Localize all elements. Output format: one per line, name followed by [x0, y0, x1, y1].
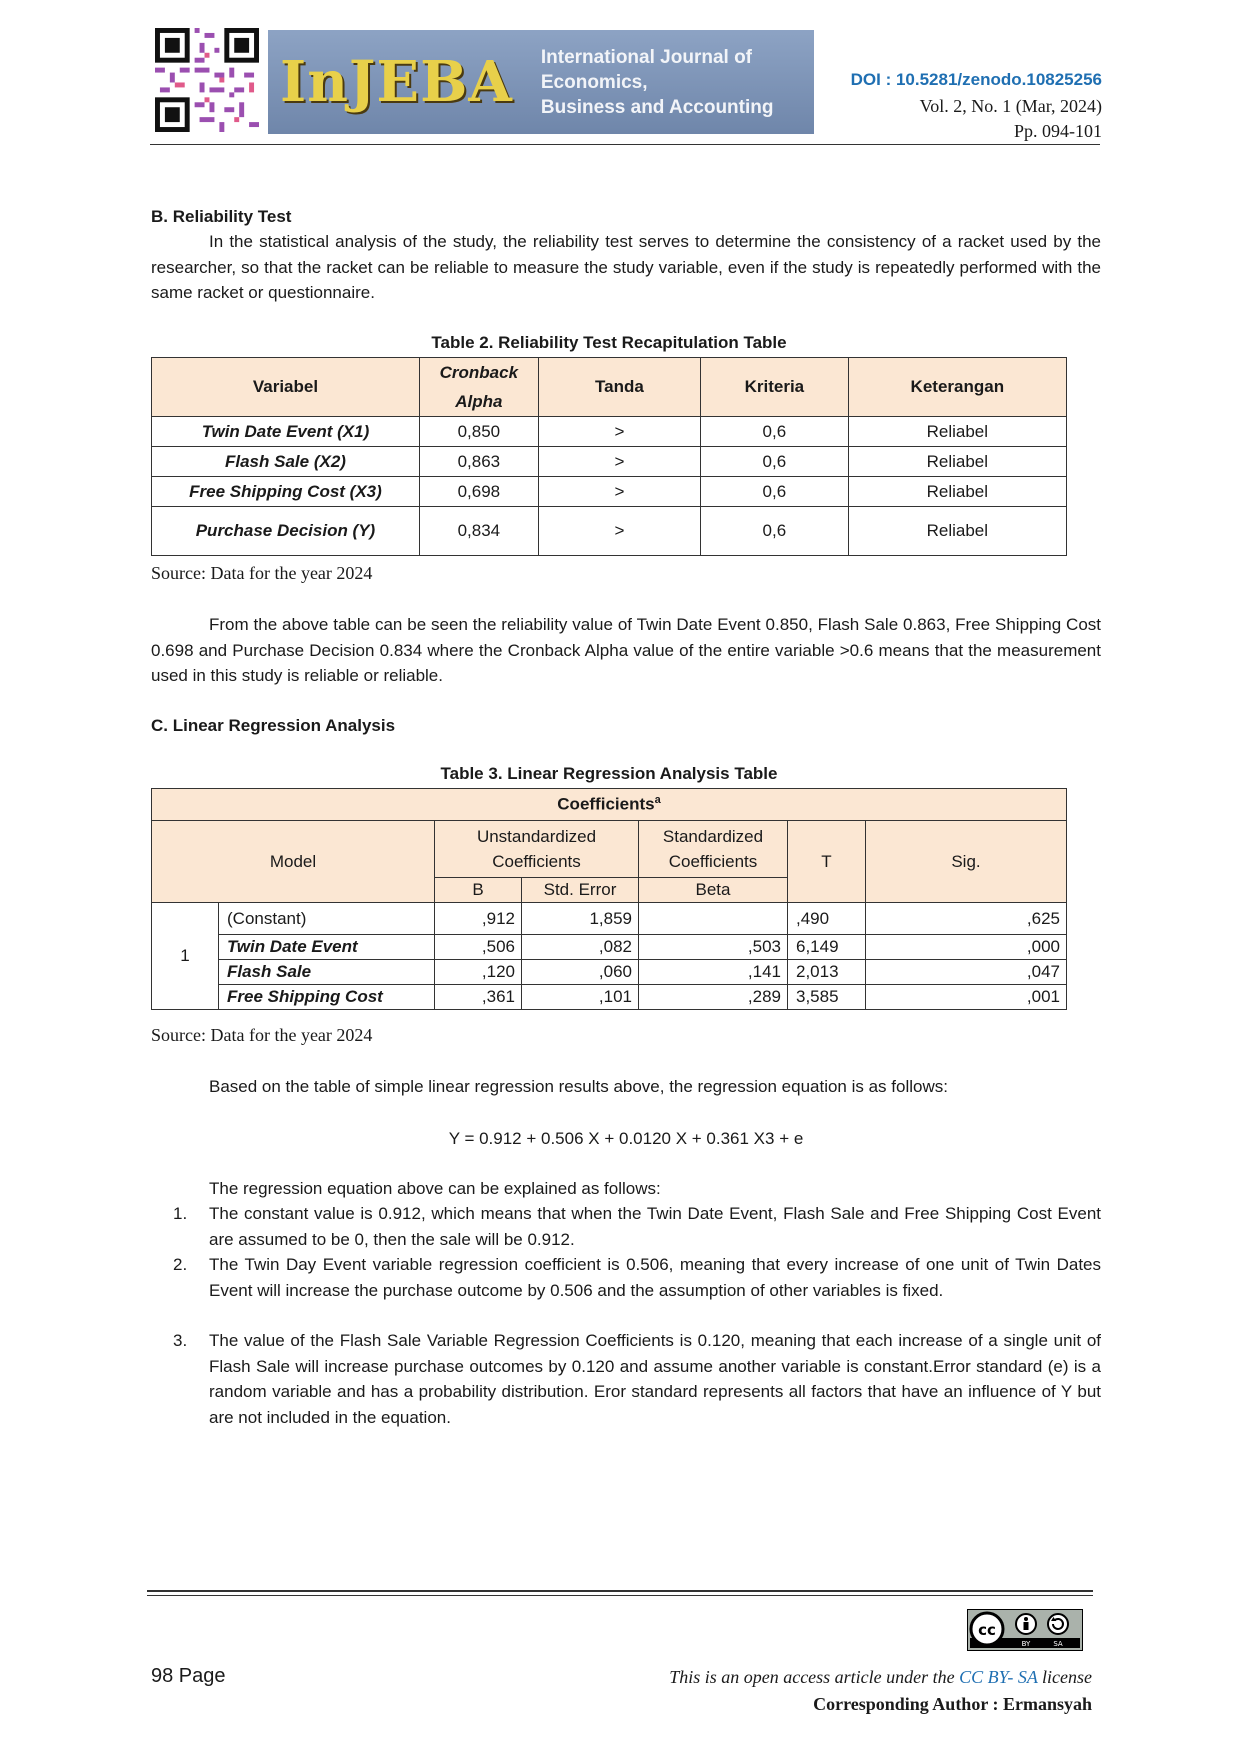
reliability-summary-paragraph: From the above table can be seen the reliability value of Twin Date Event 0.850, Flash Sale 0.863, Free Shipping Cost 0.698 and Purchase Decision 0.834 where the Cronback Alpha value of the entire variable >0.6 means that the measurement used in this study is reliable or reliable.	[151, 615, 1101, 685]
explanation-intro: The regression equation above can be explained as follows:	[209, 1179, 661, 1198]
cc-by-sa-badge[interactable]	[967, 1609, 1083, 1651]
cell-variable: Purchase Decision (Y)	[152, 507, 420, 556]
list-item-number: 2.	[173, 1255, 188, 1274]
cell-predictor: Flash Sale	[219, 960, 435, 985]
cell-sign: >	[538, 447, 700, 477]
cell-note: Reliabel	[848, 417, 1066, 447]
col-std-line1: Standardized	[662, 827, 764, 846]
journal-name-line1: International Journal of Economics,	[540, 46, 752, 93]
sa-icon	[1048, 1614, 1068, 1634]
col-keterangan: Keterangan	[848, 358, 1066, 417]
cell-sig: ,000	[866, 935, 1067, 960]
col-beta: Beta	[639, 878, 788, 903]
cell-predictor: Free Shipping Cost	[219, 985, 435, 1010]
table-row	[152, 935, 1067, 960]
license-text-post: license	[1037, 1667, 1092, 1687]
list-item	[151, 1252, 1101, 1303]
cell-criteria: 0,6	[701, 447, 849, 477]
cell-b: ,120	[435, 960, 522, 985]
cell-t: 2,013	[788, 960, 866, 985]
coefficients-title-text: Coefficients	[557, 794, 655, 814]
reliability-table	[151, 357, 1067, 556]
cell-note: Reliabel	[848, 477, 1066, 507]
cell-sign: >	[538, 507, 700, 556]
cell-sig: ,047	[866, 960, 1067, 985]
table3-caption: Table 3. Linear Regression Analysis Table	[440, 764, 778, 783]
cell-beta	[639, 903, 788, 935]
regression-equation: Y = 0.912 + 0.506 X + 0.0120 X + 0.361 X3 + e	[448, 1129, 804, 1148]
cell-alpha: 0,834	[419, 507, 538, 556]
license-link[interactable]: CC BY- SA	[959, 1667, 1038, 1687]
list-item	[151, 1328, 1101, 1430]
table-title-row	[152, 789, 1067, 821]
col-b: B	[435, 878, 522, 903]
col-cronback-line1: Cronback	[439, 363, 519, 382]
col-t: T	[788, 821, 866, 903]
col-std-line2: Coefficients	[668, 852, 758, 871]
journal-name-line2: Business and Accounting	[540, 96, 774, 118]
table-row	[152, 985, 1067, 1010]
cell-std-error: ,060	[522, 960, 639, 985]
volume-info: Vol. 2, No. 1 (Mar, 2024)	[919, 96, 1102, 116]
col-std-error: Std. Error	[522, 878, 639, 903]
table-row	[152, 507, 1067, 556]
cell-b: ,361	[435, 985, 522, 1010]
doi-link[interactable]: DOI : 10.5281/zenodo.10825256	[850, 70, 1102, 89]
section-b-heading: B. Reliability Test	[151, 207, 292, 226]
cell-beta: ,141	[639, 960, 788, 985]
cell-sig: ,625	[866, 903, 1067, 935]
cell-criteria: 0,6	[701, 477, 849, 507]
cell-b: ,506	[435, 935, 522, 960]
col-sig: Sig.	[866, 821, 1067, 903]
section-c-heading: C. Linear Regression Analysis	[151, 716, 396, 735]
coefficients-footnote-mark: a	[654, 794, 661, 807]
cell-variable: Free Shipping Cost (X3)	[152, 477, 420, 507]
col-tanda: Tanda	[538, 358, 700, 417]
svg-text:cc: cc	[978, 1621, 996, 1639]
header-rule	[150, 144, 1100, 145]
table2-source: Source: Data for the year 2024	[151, 563, 373, 583]
table-row	[152, 477, 1067, 507]
cell-sign: >	[538, 417, 700, 447]
list-item-text: The value of the Flash Sale Variable Regression Coefficients is 0.120, meaning that each increase of a single unit of Flash Sale will increase purchase outcomes by 0.120 and assume another variable is constant.Error standard (e) is a random variable and has a probability distribution. Eror standard represents all factors that have an influence of Y but are not included in the equation.	[209, 1331, 1101, 1427]
col-model: Model	[152, 821, 435, 903]
cell-note: Reliabel	[848, 447, 1066, 477]
coefficients-title	[152, 789, 1067, 821]
license-text-pre: This is an open access article under the	[669, 1667, 960, 1687]
by-icon	[1016, 1614, 1036, 1634]
cell-t: 6,149	[788, 935, 866, 960]
table-row	[152, 447, 1067, 477]
page-range: Pp. 094-101	[1013, 121, 1102, 141]
cell-model-number: 1	[152, 903, 219, 1010]
table-header-row	[152, 821, 1067, 878]
section-b-paragraph: In the statistical analysis of the study, the reliability test serves to determine the consistency of a racket used by the researcher, so that the racket can be reliable to measure the study variable, even if the study is repeatedly performed with the same racket or questionnaire.	[151, 232, 1101, 302]
cc-icon	[971, 1613, 1003, 1645]
cell-sig: ,001	[866, 985, 1067, 1010]
cell-t: 3,585	[788, 985, 866, 1010]
col-kriteria: Kriteria	[701, 358, 849, 417]
cell-std-error: ,082	[522, 935, 639, 960]
journal-banner	[268, 30, 814, 134]
svg-text:SA: SA	[1053, 1640, 1063, 1648]
cell-b: ,912	[435, 903, 522, 935]
corresponding-author: Corresponding Author : Ermansyah	[813, 1694, 1092, 1714]
cell-predictor: (Constant)	[219, 903, 435, 935]
regression-coefficients-table	[151, 788, 1067, 1010]
table-row	[152, 903, 1067, 935]
col-unstandardized	[435, 821, 639, 878]
col-cronback-line2: Alpha	[455, 392, 503, 411]
cell-criteria: 0,6	[701, 507, 849, 556]
cell-std-error: 1,859	[522, 903, 639, 935]
cell-variable: Twin Date Event (X1)	[152, 417, 420, 447]
list-item-number: 3.	[173, 1331, 188, 1350]
cell-alpha: 0,698	[419, 477, 538, 507]
journal-logo-text: InJEBA	[280, 49, 513, 115]
table3-source: Source: Data for the year 2024	[151, 1025, 373, 1045]
qr-code	[155, 28, 259, 132]
table-row	[152, 417, 1067, 447]
license-statement	[669, 1667, 1092, 1688]
footer-rule-thin	[147, 1595, 1093, 1596]
cell-beta: ,503	[639, 935, 788, 960]
cell-criteria: 0,6	[701, 417, 849, 447]
list-item-number: 1.	[173, 1204, 188, 1223]
regression-intro-paragraph: Based on the table of simple linear regression results above, the regression equation is as follows:	[209, 1077, 948, 1096]
col-unstd-line1: Unstandardized	[476, 827, 597, 846]
table2-caption: Table 2. Reliability Test Recapitulation Table	[431, 333, 787, 352]
cell-predictor: Twin Date Event	[219, 935, 435, 960]
cell-alpha: 0,850	[419, 417, 538, 447]
table-header-row	[152, 358, 1067, 417]
cell-note: Reliabel	[848, 507, 1066, 556]
journal-full-name	[541, 45, 814, 120]
col-unstd-line2: Coefficients	[492, 852, 581, 871]
col-cronback-alpha	[419, 358, 538, 417]
svg-text:BY: BY	[1021, 1640, 1031, 1648]
list-item	[151, 1201, 1101, 1252]
footer-rule	[147, 1590, 1093, 1592]
cell-variable: Flash Sale (X2)	[152, 447, 420, 477]
page-number: 98 Page	[151, 1665, 226, 1687]
cell-std-error: ,101	[522, 985, 639, 1010]
cell-beta: ,289	[639, 985, 788, 1010]
table-row	[152, 960, 1067, 985]
list-item-text: The Twin Day Event variable regression coefficient is 0.506, meaning that every increase of one unit of Twin Dates Event will increase the purchase outcome by 0.506 and the assumption of other variables is fixed.	[209, 1255, 1101, 1300]
col-standardized	[639, 821, 788, 878]
list-item-text: The constant value is 0.912, which means that when the Twin Date Event, Flash Sale and Free Shipping Cost Event are assumed to be 0, then the sale will be 0.912.	[209, 1204, 1101, 1249]
col-variabel: Variabel	[152, 358, 420, 417]
cell-t: ,490	[788, 903, 866, 935]
cell-alpha: 0,863	[419, 447, 538, 477]
cell-sign: >	[538, 477, 700, 507]
